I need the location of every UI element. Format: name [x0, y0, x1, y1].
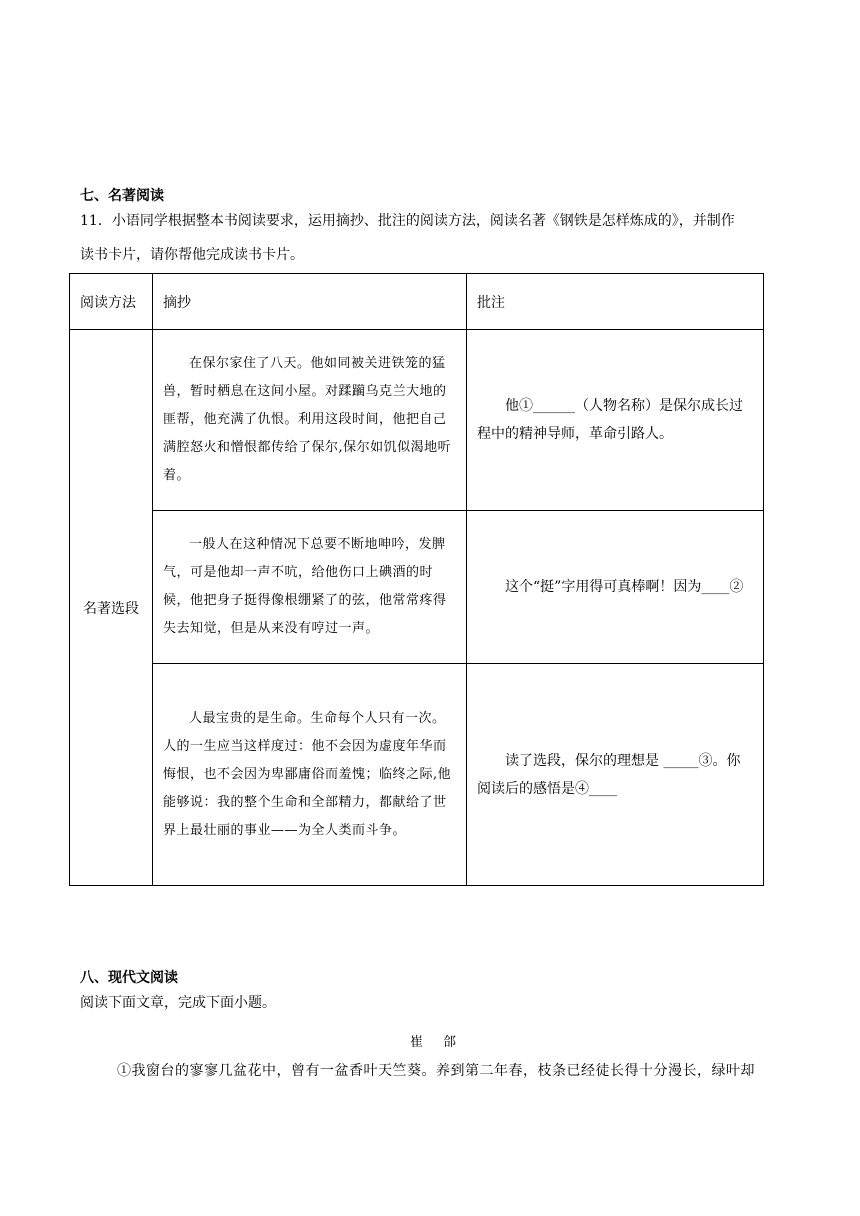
excerpt-cell [153, 664, 467, 886]
note-cell [467, 511, 764, 664]
table-header-row [70, 274, 764, 330]
note-cell [467, 664, 764, 886]
excerpt-cell [153, 330, 467, 511]
article-title: 崔 郃 [410, 1035, 465, 1050]
question-text-line1: 11．小语同学根据整本书阅读要求，运用摘抄、批注的阅读方法，阅读名著《钢铁是怎样炼成的》，并制作 [80, 213, 735, 229]
section-heading: 七、名著阅读 [80, 188, 164, 204]
excerpt-text: 人最宝贵的是生命。生命每个人只有一次。人的一生应当这样度过：他不会因为虚度年华而悔恨，也不会因为卑鄙庸俗而羞愧；临终之际,他能够说：我的整个生命和全部精力，都献给了世界上最壮丽的事业——为全人类而斗争。 [163, 710, 452, 838]
table-row [70, 511, 764, 664]
reading-card-table [69, 273, 764, 886]
section-heading: 八、现代文阅读 [80, 970, 178, 986]
note-text: 这个“挺”字用得可真棒啊！因为____② [505, 579, 744, 595]
header-excerpt: 摘抄 [153, 274, 467, 330]
note-cell [467, 330, 764, 511]
excerpt-text: 在保尔家住了八天。他如同被关进铁笼的猛兽，暂时栖息在这间小屋。对蹂躏乌克兰大地的匪帮，他充满了仇恨。利用这段时间，他把自己满腔怒火和憎恨都传给了保尔,保尔如饥似渴地听着。 [163, 356, 452, 483]
note-text: 读了选段，保尔的理想是 _____③。你阅读后的感悟是④____ [477, 752, 741, 797]
method-cell: 名著选段 [70, 330, 153, 886]
excerpt-cell [153, 511, 467, 664]
instruction-text: 阅读下面文章，完成下面小题。 [80, 995, 276, 1011]
article-paragraph: ①我窗台的寥寥几盆花中，曾有一盆香叶天竺葵。养到第二年春，枝条已经徒长得十分漫长，绿叶却 [117, 1063, 755, 1079]
question-text-line2: 读书卡片，请你帮他完成读书卡片。 [80, 247, 304, 263]
table-row [70, 330, 764, 511]
table-row [70, 664, 764, 886]
header-method: 阅读方法 [70, 274, 153, 330]
note-text: 他①______（人物名称）是保尔成长过程中的精神导师，革命引路人。 [477, 398, 743, 442]
header-note: 批注 [467, 274, 764, 330]
excerpt-text: 一般人在这种情况下总要不断地呻吟，发脾气，可是他却一声不吭，给他伤口上碘酒的时候，他把身子挺得像根绷紧了的弦，他常常疼得失去知觉，但是从来没有哼过一声。 [163, 537, 447, 636]
